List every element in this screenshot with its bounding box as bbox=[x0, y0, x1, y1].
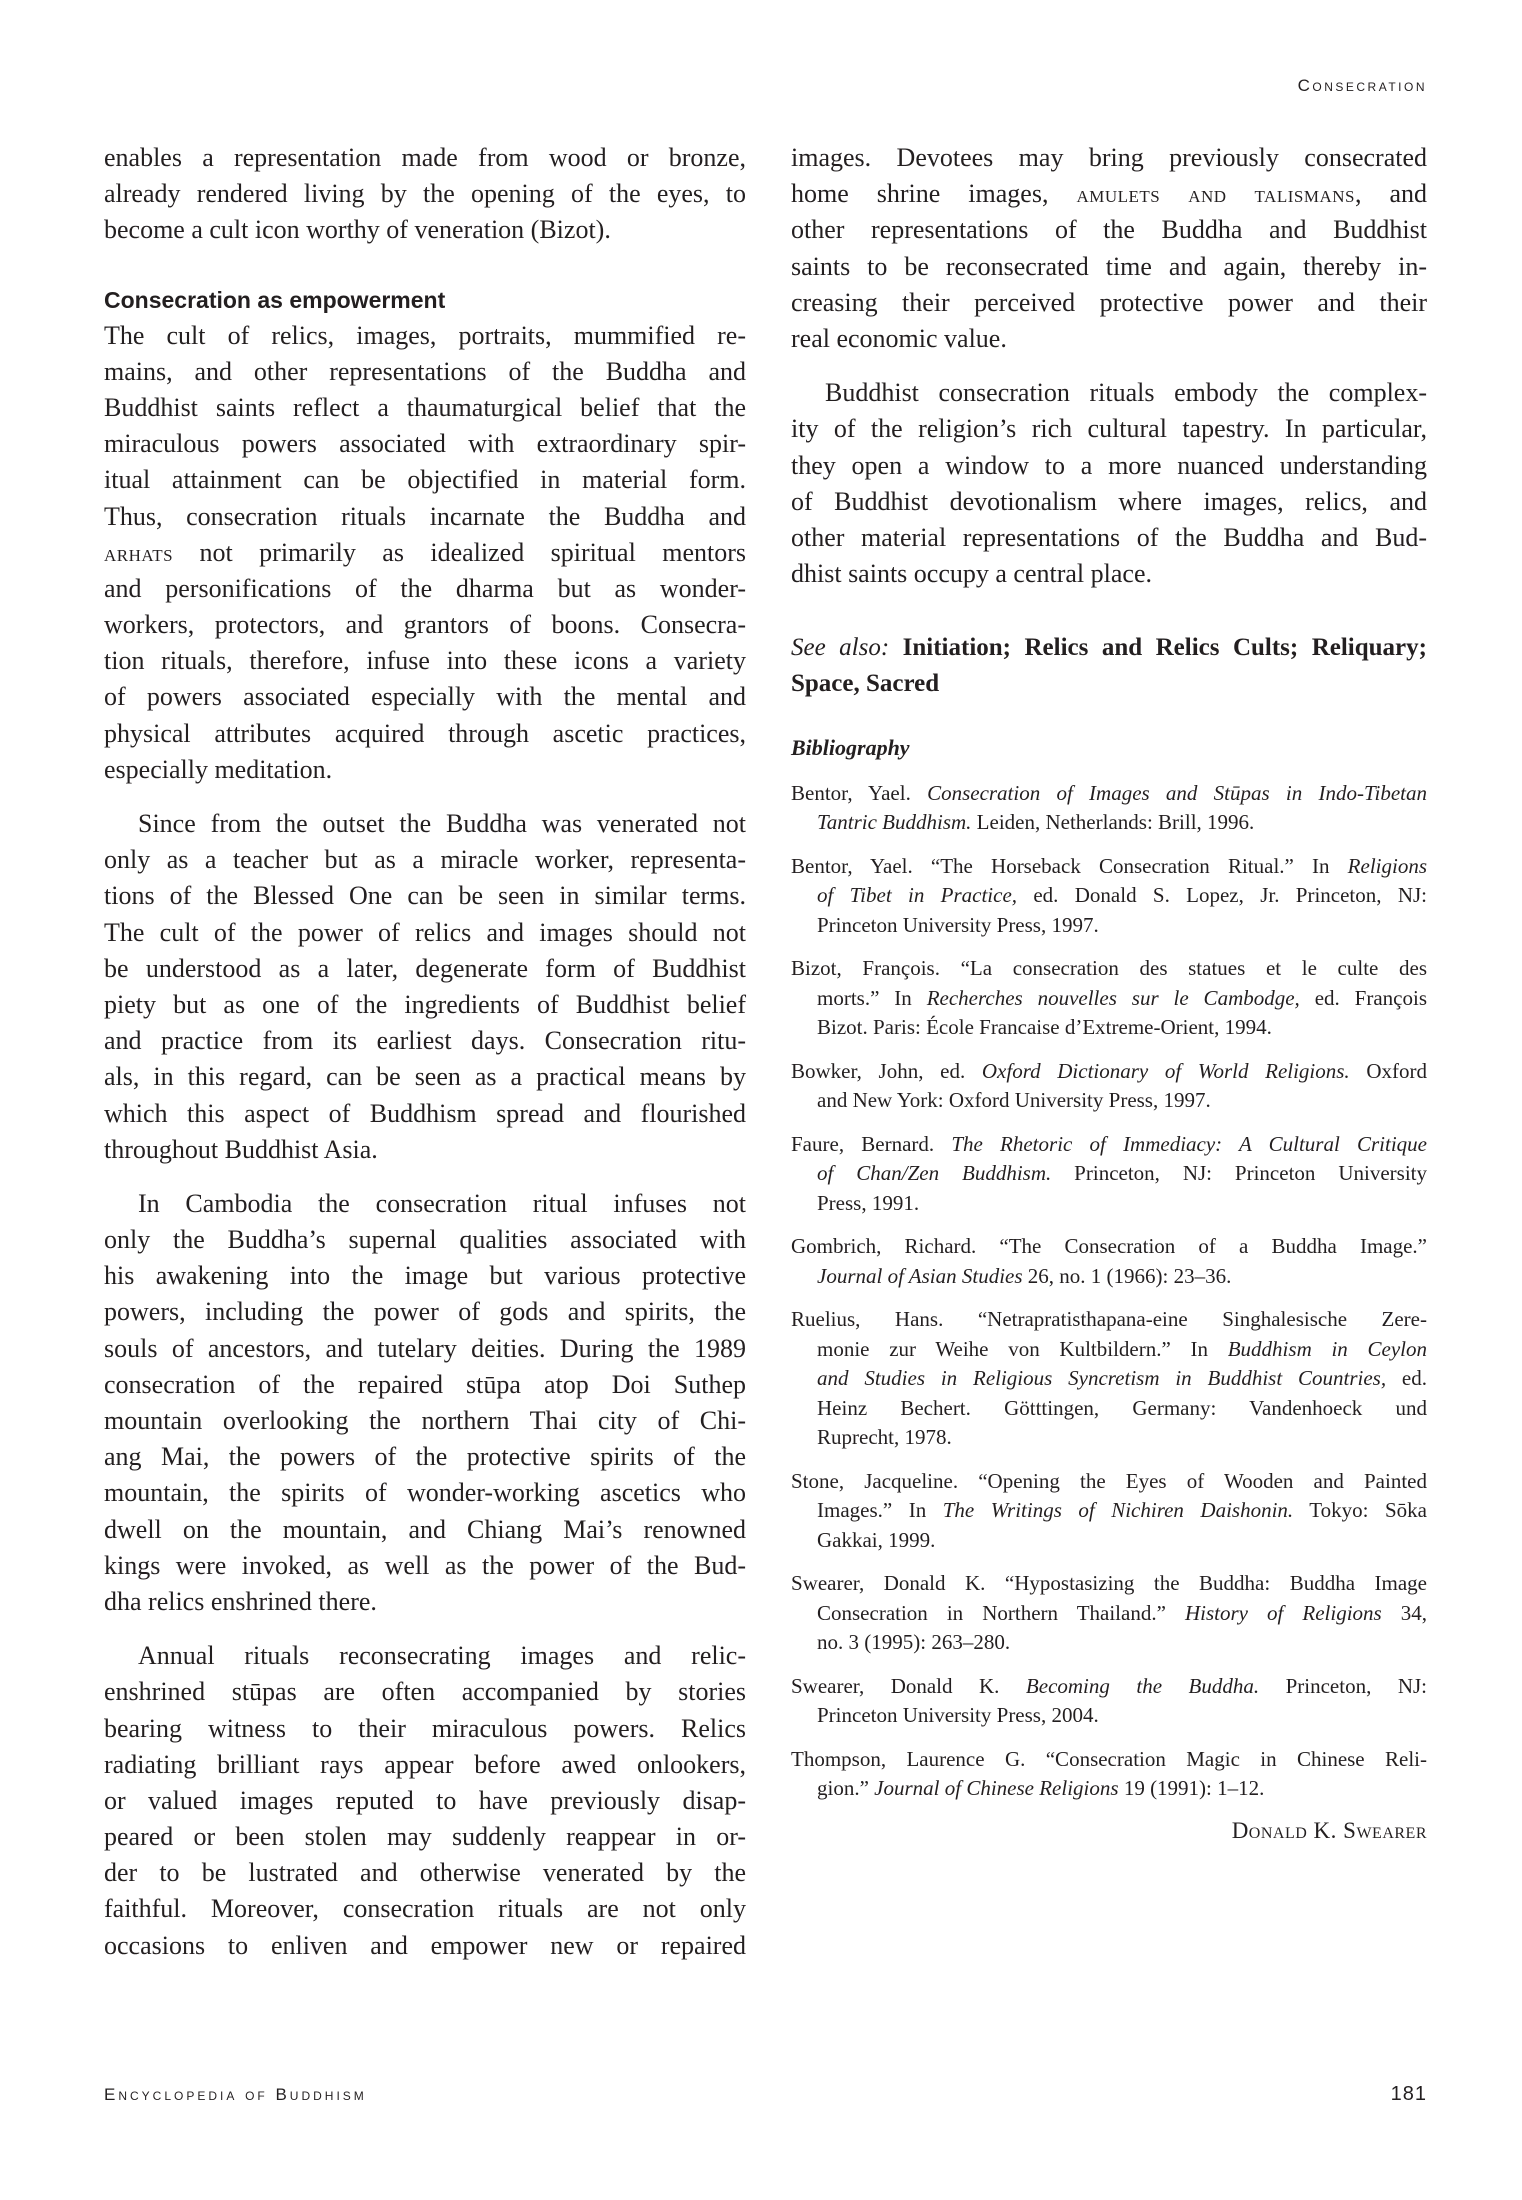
bibliography-line: Stone, Jacqueline. “Opening the Eyes of Wooden and Painted bbox=[791, 1468, 1427, 1493]
bibliography-line: Images.” In The Writings of Nichiren Daishonin. Tokyo: Sōka bbox=[817, 1498, 1427, 1523]
bibliography-entry bbox=[791, 1569, 1427, 1658]
bibliography-line: Princeton University Press, 1997. bbox=[817, 912, 1099, 937]
text-line: arhats not primarily as idealized spiritual mentors bbox=[104, 537, 746, 567]
bibliography-line: Thompson, Laurence G. “Consecration Magic in Chinese Reli- bbox=[791, 1746, 1427, 1771]
bibliography-line: gion.” Journal of Chinese Religions 19 (1991): 1–12. bbox=[817, 1776, 1265, 1801]
text-line: dhist saints occupy a central place. bbox=[791, 559, 1152, 589]
text-line: In Cambodia the consecration ritual infuses not bbox=[138, 1188, 746, 1218]
text-line: throughout Buddhist Asia. bbox=[104, 1134, 378, 1164]
paragraph bbox=[104, 806, 746, 1168]
paragraph bbox=[104, 1638, 746, 1964]
bibliography-line: Bentor, Yael. “The Horseback Consecration Ritual.” In Religions bbox=[791, 853, 1427, 878]
see-also bbox=[791, 630, 1427, 702]
text-line: they open a window to a more nuanced understanding bbox=[791, 450, 1427, 480]
text-line: kings were invoked, as well as the power of the Bud- bbox=[104, 1550, 746, 1580]
bibliography-line: Ruprecht, 1978. bbox=[817, 1425, 952, 1450]
bibliography-line: Gakkai, 1999. bbox=[817, 1527, 936, 1552]
see-also-label: See also: bbox=[791, 634, 890, 662]
bibliography-entry bbox=[791, 852, 1427, 941]
bibliography-line: Faure, Bernard. The Rhetoric of Immediacy: A Cultural Critique bbox=[791, 1131, 1428, 1156]
text-line: physical attributes acquired through ascetic practices, bbox=[104, 718, 746, 748]
text-line: powers, including the power of gods and spirits, the bbox=[104, 1297, 746, 1327]
bibliography-heading: Bibliography bbox=[791, 734, 910, 760]
text-line: saints to be reconsecrated time and again, thereby in- bbox=[791, 251, 1427, 281]
text-line: miraculous powers associated with extraordinary spir- bbox=[104, 429, 746, 459]
page-number: 181 bbox=[1390, 2083, 1427, 2105]
text-line: tion rituals, therefore, infuse into these icons a variety bbox=[104, 646, 746, 676]
text-line: souls of ancestors, and tutelary deities. During the 1989 bbox=[104, 1333, 746, 1363]
bibliography-line: of Chan/Zen Buddhism. Princeton, NJ: Princeton University bbox=[817, 1161, 1427, 1186]
text-line: images. Devotees may bring previously consecrated bbox=[791, 143, 1427, 172]
text-line: consecration of the repaired stūpa atop Doi Suthep bbox=[104, 1369, 746, 1399]
text-line: his awakening into the image but various protective bbox=[104, 1261, 746, 1291]
paragraph bbox=[104, 318, 746, 788]
bibliography-entry bbox=[791, 1745, 1427, 1804]
text-line: dha relics enshrined there. bbox=[104, 1586, 377, 1616]
text-line: Annual rituals reconsecrating images and relic- bbox=[138, 1641, 746, 1671]
text-line: other representations of the Buddha and Buddhist bbox=[791, 215, 1427, 245]
text-line: mountain overlooking the northern Thai city of Chi- bbox=[104, 1406, 746, 1435]
text-line: which this aspect of Buddhism spread and flourished bbox=[104, 1098, 746, 1128]
text-line: tions of the Blessed One can be seen in similar terms. bbox=[104, 881, 746, 911]
text-line: piety but as one of the ingredients of Buddhist belief bbox=[104, 989, 746, 1019]
text-line: itual attainment can be objectified in material form. bbox=[104, 465, 746, 495]
text-line: mountain, the spirits of wonder-working ascetics who bbox=[104, 1478, 746, 1508]
bibliography-line: of Tibet in Practice, ed. Donald S. Lopez, Jr. Princeton, NJ: bbox=[817, 883, 1427, 908]
paragraph bbox=[104, 1186, 746, 1620]
footer-book-title: Encyclopedia of Buddhism bbox=[104, 2085, 367, 2104]
bibliography-line: no. 3 (1995): 263–280. bbox=[817, 1630, 1011, 1655]
right-column bbox=[791, 140, 1427, 1844]
text-line: Since from the outset the Buddha was venerated not bbox=[138, 809, 746, 838]
bibliography-line: Gombrich, Richard. “The Consecration of a Buddha Image.” bbox=[791, 1234, 1427, 1259]
text-line: and personifications of the dharma but as wonder- bbox=[104, 573, 746, 603]
text-line: home shrine images, amulets and talismans, and bbox=[791, 179, 1428, 209]
bibliography-line: Ruelius, Hans. “Netrapratisthapana-eine Singhalesische Zere- bbox=[791, 1307, 1427, 1332]
text-line: other material representations of the Buddha and Bud- bbox=[791, 522, 1427, 552]
text-line: ity of the religion’s rich cultural tapestry. In particular, bbox=[791, 414, 1427, 444]
text-line: peared or been stolen may suddenly reappear in or- bbox=[104, 1822, 746, 1852]
text-line: Buddhist saints reflect a thaumaturgical belief that the bbox=[104, 392, 746, 422]
bibliography-line: Bentor, Yael. Consecration of Images and Stūpas in Indo-Tibetan bbox=[791, 780, 1427, 805]
cross-reference-arhats[interactable]: arhats bbox=[104, 540, 174, 567]
section-heading: Consecration as empowerment bbox=[104, 286, 446, 313]
bibliography-line: and Studies in Religious Syncretism in Buddhist Countries, ed. bbox=[817, 1366, 1427, 1391]
text-line: become a cult icon worthy of veneration (Bizot). bbox=[104, 215, 611, 245]
bibliography-entry bbox=[791, 1305, 1427, 1453]
bibliography-line: Swearer, Donald K. “Hypostasizing the Buddha: Buddha Image bbox=[791, 1571, 1427, 1596]
paragraph bbox=[791, 375, 1427, 592]
text-line: occasions to enliven and empower new or repaired bbox=[104, 1930, 746, 1960]
text-line: only the Buddha’s supernal qualities associated with bbox=[104, 1225, 746, 1255]
bibliography-line: and New York: Oxford University Press, 1997. bbox=[817, 1088, 1211, 1113]
text-line: The cult of the power of relics and images should not bbox=[104, 917, 746, 947]
left-column bbox=[104, 140, 746, 1964]
text-line: dwell on the mountain, and Chiang Mai’s renowned bbox=[104, 1514, 746, 1544]
intro-paragraph bbox=[104, 140, 746, 249]
bibliography-entry bbox=[791, 1232, 1427, 1291]
paragraph bbox=[791, 140, 1427, 357]
text-line: der to be lustrated and otherwise venerated by the bbox=[104, 1858, 746, 1888]
bibliography-line: monie zur Weihe von Kultbildern.” In Buddhism in Ceylon bbox=[817, 1336, 1427, 1361]
text-line: faithful. Moreover, consecration rituals are not only bbox=[104, 1894, 746, 1924]
cross-reference-amulets[interactable]: amulets and talismans bbox=[1076, 182, 1355, 209]
bibliography-line: Bowker, John, ed. Oxford Dictionary of World Religions. Oxford bbox=[791, 1058, 1427, 1083]
text-line: mains, and other representations of the Buddha and bbox=[104, 356, 746, 386]
text-line: only as a teacher but as a miracle worker, representa- bbox=[104, 845, 746, 875]
text-line: enshrined stūpas are often accompanied by stories bbox=[104, 1677, 746, 1707]
bibliography-entry bbox=[791, 779, 1427, 838]
text-line: creasing their perceived protective power and their bbox=[791, 287, 1427, 317]
see-also-links[interactable]: Space, Sacred bbox=[791, 670, 940, 698]
text-line: be understood as a later, degenerate form of Buddhist bbox=[104, 953, 746, 983]
text-line: especially meditation. bbox=[104, 754, 333, 784]
text-line: workers, protectors, and grantors of boons. Consecra- bbox=[104, 610, 746, 640]
text-line: of powers associated especially with the mental and bbox=[104, 682, 746, 712]
text-line: already rendered living by the opening of the eyes, to bbox=[104, 179, 746, 209]
bibliography-line: Bizot, François. “La consecration des statues et le culte des bbox=[791, 956, 1427, 981]
bibliography-line: Bizot. Paris: École Francaise d’Extreme-Orient, 1994. bbox=[817, 1015, 1272, 1040]
bibliography-list bbox=[791, 779, 1427, 1804]
bibliography-line: Journal of Asian Studies 26, no. 1 (1966): 23–36. bbox=[817, 1263, 1232, 1288]
running-head: Consecration bbox=[1297, 76, 1427, 95]
text-line: of Buddhist devotionalism where images, relics, and bbox=[791, 486, 1427, 516]
text-line: real economic value. bbox=[791, 323, 1007, 353]
text-line: and practice from its earliest days. Consecration ritu- bbox=[104, 1026, 746, 1056]
bibliography-line: morts.” In Recherches nouvelles sur le Cambodge, ed. François bbox=[817, 985, 1427, 1010]
bibliography-entry bbox=[791, 1130, 1427, 1219]
text-line: Thus, consecration rituals incarnate the Buddha and bbox=[104, 501, 746, 531]
text-line: als, in this regard, can be seen as a practical means by bbox=[104, 1062, 746, 1092]
text-line: or valued images reputed to have previously disap- bbox=[104, 1785, 746, 1815]
text-line: bearing witness to their miraculous powers. Relics bbox=[104, 1713, 746, 1743]
bibliography-line: Press, 1991. bbox=[817, 1190, 920, 1215]
bibliography-line: Swearer, Donald K. Becoming the Buddha. Princeton, NJ: bbox=[791, 1673, 1427, 1698]
text-line: Buddhist consecration rituals embody the complex- bbox=[825, 378, 1427, 408]
text-line: enables a representation made from wood or bronze, bbox=[104, 143, 746, 172]
bibliography-entry bbox=[791, 954, 1427, 1043]
author-signature: Donald K. Swearer bbox=[1231, 1817, 1427, 1843]
see-also-links[interactable]: Initiation; Relics and Relics Cults; Reliquary; bbox=[889, 634, 1427, 662]
bibliography-line: Tantric Buddhism. Leiden, Netherlands: Brill, 1996. bbox=[817, 810, 1255, 835]
text-line: radiating brilliant rays appear before awed onlookers, bbox=[104, 1749, 746, 1779]
bibliography-entry bbox=[791, 1467, 1427, 1556]
bibliography-entry bbox=[791, 1057, 1427, 1116]
bibliography-line: Heinz Bechert. Götttingen, Germany: Vandenhoeck und bbox=[817, 1395, 1427, 1420]
text-line: ang Mai, the powers of the protective spirits of the bbox=[104, 1442, 746, 1472]
bibliography-entry bbox=[791, 1672, 1427, 1731]
bibliography-line: Consecration in Northern Thailand.” History of Religions 34, bbox=[817, 1600, 1427, 1625]
bibliography-line: Princeton University Press, 2004. bbox=[817, 1703, 1099, 1728]
text-line: The cult of relics, images, portraits, mummified re- bbox=[104, 320, 746, 350]
